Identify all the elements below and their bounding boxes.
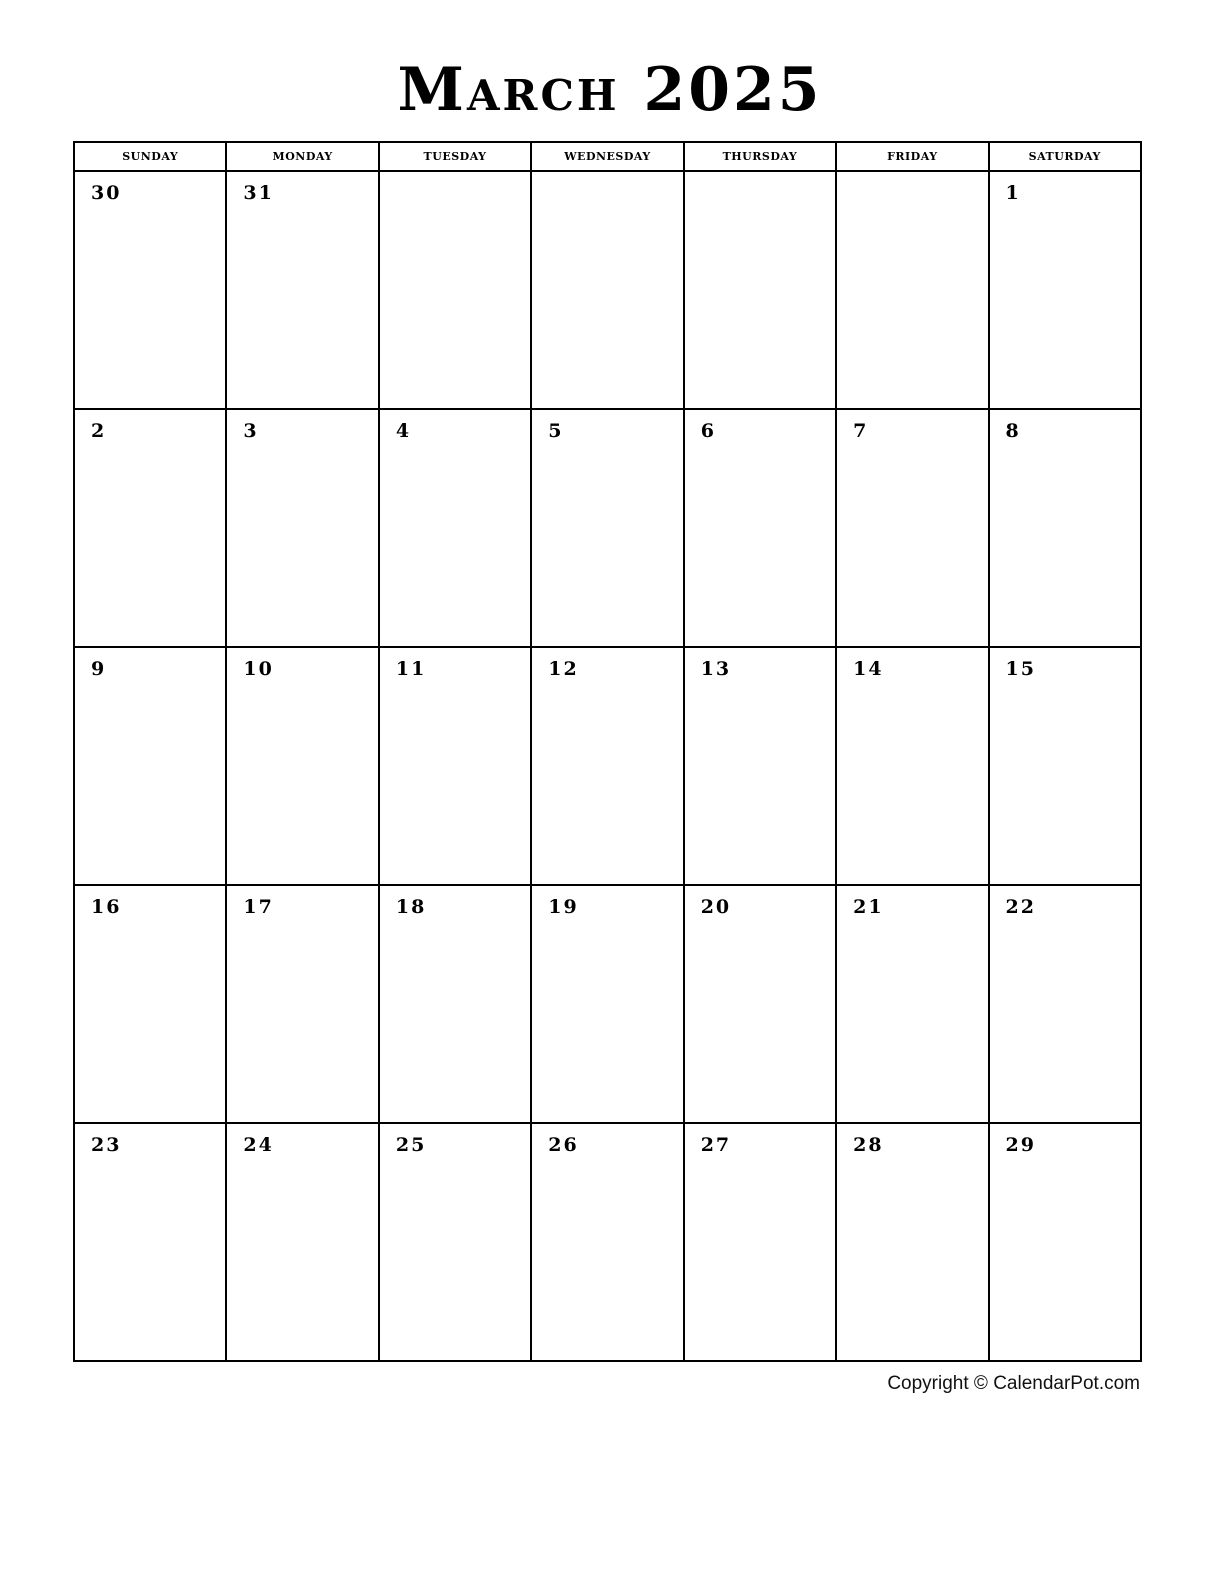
day-cell xyxy=(379,409,531,647)
week-row xyxy=(74,409,1141,647)
day-cell xyxy=(989,885,1141,1123)
day-number: 15 xyxy=(1005,658,1036,680)
day-number xyxy=(380,172,530,182)
day-number: 24 xyxy=(243,1134,274,1156)
day-number: 1 xyxy=(1005,182,1021,204)
day-number: 18 xyxy=(395,896,427,918)
day-cell xyxy=(989,647,1141,885)
day-number: 27 xyxy=(700,1134,732,1156)
day-cell xyxy=(379,171,531,409)
day-number: 25 xyxy=(395,1134,427,1156)
day-cell xyxy=(836,885,988,1123)
week-row xyxy=(74,1123,1141,1361)
day-number: 4 xyxy=(395,420,412,442)
day-cell xyxy=(836,409,988,647)
day-cell xyxy=(684,647,836,885)
day-number: 29 xyxy=(1005,1134,1036,1156)
weekday-header: MONDAY xyxy=(226,142,378,171)
day-cell xyxy=(226,647,378,885)
day-number: 28 xyxy=(853,1134,884,1156)
copyright-text: Copyright © CalendarPot.com xyxy=(887,1373,1140,1394)
day-number: 9 xyxy=(91,658,107,680)
day-cell xyxy=(836,647,988,885)
week-row xyxy=(74,885,1141,1123)
day-cell xyxy=(531,885,683,1123)
day-number: 12 xyxy=(548,658,579,680)
day-cell xyxy=(74,647,226,885)
day-cell xyxy=(989,171,1141,409)
day-cell xyxy=(74,1123,226,1361)
weekday-header: SATURDAY xyxy=(989,142,1141,171)
day-cell xyxy=(684,171,836,409)
day-number: 7 xyxy=(853,420,869,442)
day-cell xyxy=(379,647,531,885)
day-number xyxy=(532,172,682,182)
day-cell xyxy=(74,171,226,409)
day-cell xyxy=(531,1123,683,1361)
weekday-header: WEDNESDAY xyxy=(531,142,683,171)
day-cell xyxy=(836,1123,988,1361)
weekday-header: THURSDAY xyxy=(684,142,836,171)
day-number: 19 xyxy=(548,896,579,918)
day-number: 23 xyxy=(91,1134,122,1156)
day-number: 17 xyxy=(243,896,274,918)
day-cell xyxy=(684,885,836,1123)
day-number: 26 xyxy=(548,1134,579,1156)
weekday-header: FRIDAY xyxy=(836,142,988,171)
day-cell xyxy=(74,885,226,1123)
day-cell xyxy=(836,171,988,409)
day-cell xyxy=(226,409,378,647)
calendar-grid xyxy=(73,141,1142,1362)
day-number: 6 xyxy=(700,420,716,442)
weekday-header: TUESDAY xyxy=(379,142,531,171)
day-number: 31 xyxy=(243,182,274,204)
day-number: 21 xyxy=(853,896,884,918)
day-number: 2 xyxy=(91,420,107,442)
day-cell xyxy=(226,171,378,409)
day-number: 11 xyxy=(395,658,427,680)
day-number: 14 xyxy=(853,658,884,680)
day-number: 30 xyxy=(91,182,122,204)
day-cell xyxy=(226,885,378,1123)
day-number: 10 xyxy=(243,658,274,680)
day-cell xyxy=(379,1123,531,1361)
day-cell xyxy=(531,647,683,885)
day-number: 3 xyxy=(243,420,259,442)
day-number: 13 xyxy=(700,658,732,680)
weekday-header: SUNDAY xyxy=(74,142,226,171)
day-number: 16 xyxy=(91,896,122,918)
day-cell xyxy=(989,1123,1141,1361)
day-cell xyxy=(531,409,683,647)
week-row xyxy=(74,171,1141,409)
day-cell xyxy=(684,409,836,647)
weekday-header-row xyxy=(74,142,1141,171)
day-number: 22 xyxy=(1005,896,1036,918)
day-cell xyxy=(74,409,226,647)
day-number: 5 xyxy=(548,420,564,442)
day-cell xyxy=(989,409,1141,647)
day-cell xyxy=(531,171,683,409)
week-row xyxy=(74,647,1141,885)
calendar-title: March 2025 xyxy=(397,55,823,125)
day-number xyxy=(837,172,987,182)
day-number: 20 xyxy=(700,896,732,918)
day-cell xyxy=(684,1123,836,1361)
day-number xyxy=(685,172,835,182)
day-cell xyxy=(379,885,531,1123)
day-cell xyxy=(226,1123,378,1361)
day-number: 8 xyxy=(1005,420,1021,442)
